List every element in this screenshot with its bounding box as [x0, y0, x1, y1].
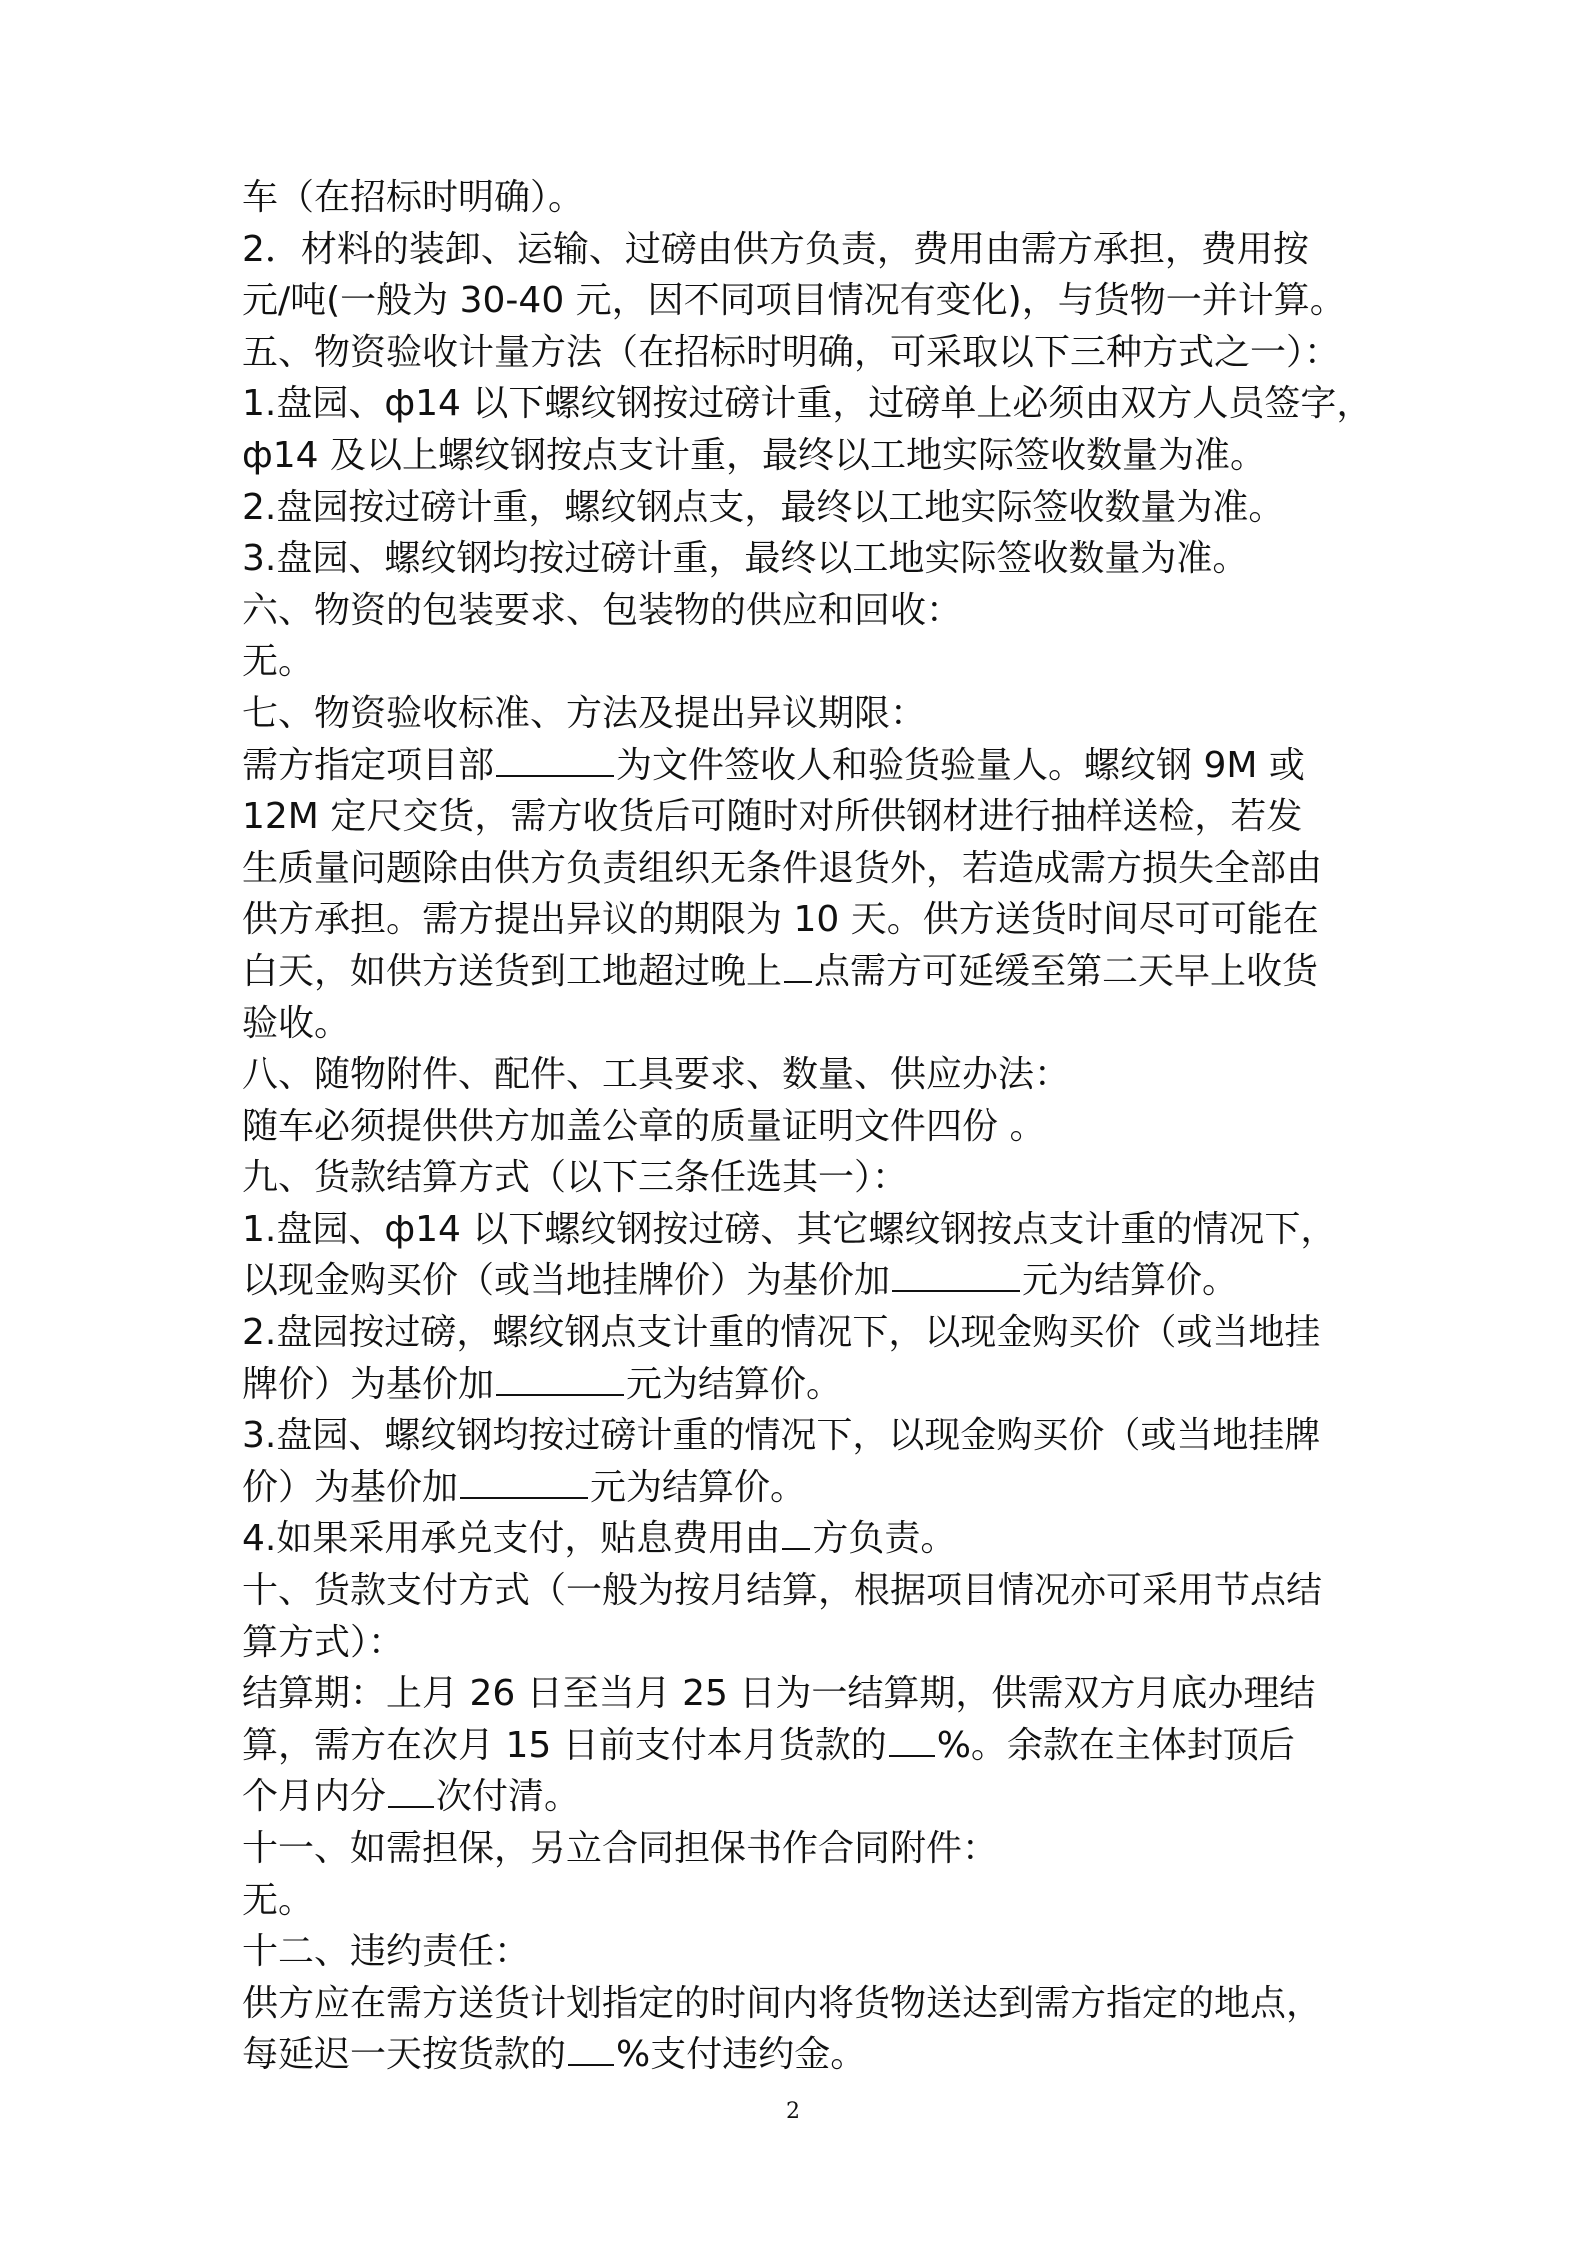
text-line: 算方式）： — [242, 1621, 405, 1663]
fill-in-blank — [496, 1364, 624, 1396]
text-line — [242, 2029, 1364, 2081]
text-line: 2．材料的装卸、运输、过磅由供方负责，费用由需方承担，费用按 — [242, 228, 1309, 270]
text-segment: 每延迟一天按货款的 — [242, 2034, 567, 2076]
text-line: 3.盘园、螺纹钢均按过磅计重，最终以工地实际签收数量为准。 — [242, 538, 1249, 580]
fill-in-blank — [784, 951, 812, 983]
section-heading: 十、货款支付方式（一般为按月结算，根据项目情况亦可采用节点结 — [242, 1570, 1323, 1612]
section-heading: 十一、如需担保，另立合同担保书作合同附件： — [242, 1828, 999, 1869]
text-line: 无。 — [242, 641, 315, 683]
text-line: 1.盘园、ф14 以下螺纹钢按过磅、其它螺纹钢按点支计重的情况下， — [242, 1208, 1337, 1250]
text-segment: 点需方可延缓至第二天早上收货 — [814, 950, 1319, 992]
text-segment: 次付清。 — [436, 1776, 581, 1818]
text-line: 供方承担。需方提出异议的期限为 10 天。供方送货时间尽可可能在 — [242, 899, 1319, 941]
text-line: 12M 定尺交货，需方收货后可随时对所供钢材进行抽样送检，若发 — [242, 796, 1303, 838]
text-line: 2.盘园按过磅计重，螺纹钢点支，最终以工地实际签收数量为准。 — [242, 486, 1285, 528]
text-line: 2.盘园按过磅，螺纹钢点支计重的情况下，以现金购买价（或当地挂 — [242, 1312, 1321, 1354]
text-segment: 为文件签收人和验货验量人。螺纹钢 9M 或 — [616, 744, 1305, 786]
text-segment: 4.如果采用承兑支付，贴息费用由 — [242, 1518, 781, 1560]
section-heading: 九、货款结算方式（以下三条任选其一）： — [242, 1157, 909, 1199]
text-line: 供方应在需方送货计划指定的时间内将货物送达到需方指定的地点， — [242, 1982, 1323, 2024]
text-line — [242, 1771, 1364, 1823]
text-line: 随车必须提供供方加盖公章的质量证明文件四份 。 — [242, 1105, 1046, 1147]
section-heading: 五、物资验收计量方法（在招标时明确，可采取以下三种方式之一）： — [242, 331, 1341, 373]
text-line — [242, 1720, 1364, 1772]
section-heading: 七、物资验收标准、方法及提出异议期限： — [242, 692, 927, 734]
section-heading: 十二、违约责任： — [242, 1931, 531, 1973]
text-line: 生质量问题除由供方负责组织无条件退货外，若造成需方损失全部由 — [242, 847, 1323, 889]
text-line: 3.盘园、螺纹钢均按过磅计重的情况下，以现金购买价（或当地挂牌 — [242, 1415, 1321, 1457]
fill-in-blank — [782, 1518, 810, 1550]
text-line: 无。 — [242, 1879, 315, 1921]
text-segment: 牌价）为基价加 — [242, 1363, 495, 1405]
text-line — [242, 1255, 1364, 1307]
section-heading: 八、随物附件、配件、工具要求、数量、供应办法： — [242, 1054, 1071, 1096]
text-line: 验收。 — [242, 1002, 351, 1044]
text-segment: 白天，如供方送货到工地超过晚上 — [242, 950, 783, 992]
text-segment: 价）为基价加 — [242, 1466, 459, 1508]
fill-in-blank — [892, 1260, 1020, 1292]
text-segment: %。余款在主体封顶后 — [936, 1724, 1295, 1766]
fill-in-blank — [460, 1467, 588, 1499]
text-line: ф14 及以上螺纹钢按点支计重，最终以工地实际签收数量为准。 — [242, 434, 1267, 476]
page-number: 2 — [786, 2099, 800, 2124]
fill-in-blank — [889, 1725, 935, 1757]
fill-in-blank — [388, 1776, 434, 1808]
text-line — [242, 1513, 1364, 1565]
text-segment: 需方指定项目部 — [242, 744, 495, 786]
text-line: 结算期：上月 26 日至当月 25 日为一结算期，供需双方月底办理结 — [242, 1673, 1316, 1715]
text-segment: 方负责。 — [812, 1518, 957, 1560]
text-line: 元/吨(一般为 30-40 元，因不同项目情况有变化)，与货物一并计算。 — [242, 280, 1346, 322]
text-segment: 算，需方在次月 15 日前支付本月货款的 — [242, 1724, 887, 1766]
text-line — [242, 1359, 1364, 1411]
text-segment: 个月内分 — [242, 1776, 387, 1818]
document-body — [242, 172, 1373, 2081]
fill-in-blank — [496, 745, 614, 777]
text-segment: %支付违约金。 — [616, 2034, 867, 2076]
text-line: 1.盘园、ф14 以下螺纹钢按过磅计重，过磅单上必须由双方人员签字， — [242, 383, 1373, 425]
text-segment: 元为结算价。 — [590, 1466, 807, 1508]
text-line — [242, 946, 1364, 998]
text-segment: 元为结算价。 — [1022, 1260, 1239, 1302]
text-segment: 以现金购买价（或当地挂牌价）为基价加 — [242, 1260, 891, 1302]
text-line — [242, 1462, 1364, 1514]
text-segment: 元为结算价。 — [626, 1363, 843, 1405]
section-heading: 六、物资的包装要求、包装物的供应和回收： — [242, 589, 963, 631]
fill-in-blank — [568, 2034, 614, 2066]
text-line — [242, 740, 1364, 792]
text-line: 车（在招标时明确）。 — [242, 177, 585, 218]
